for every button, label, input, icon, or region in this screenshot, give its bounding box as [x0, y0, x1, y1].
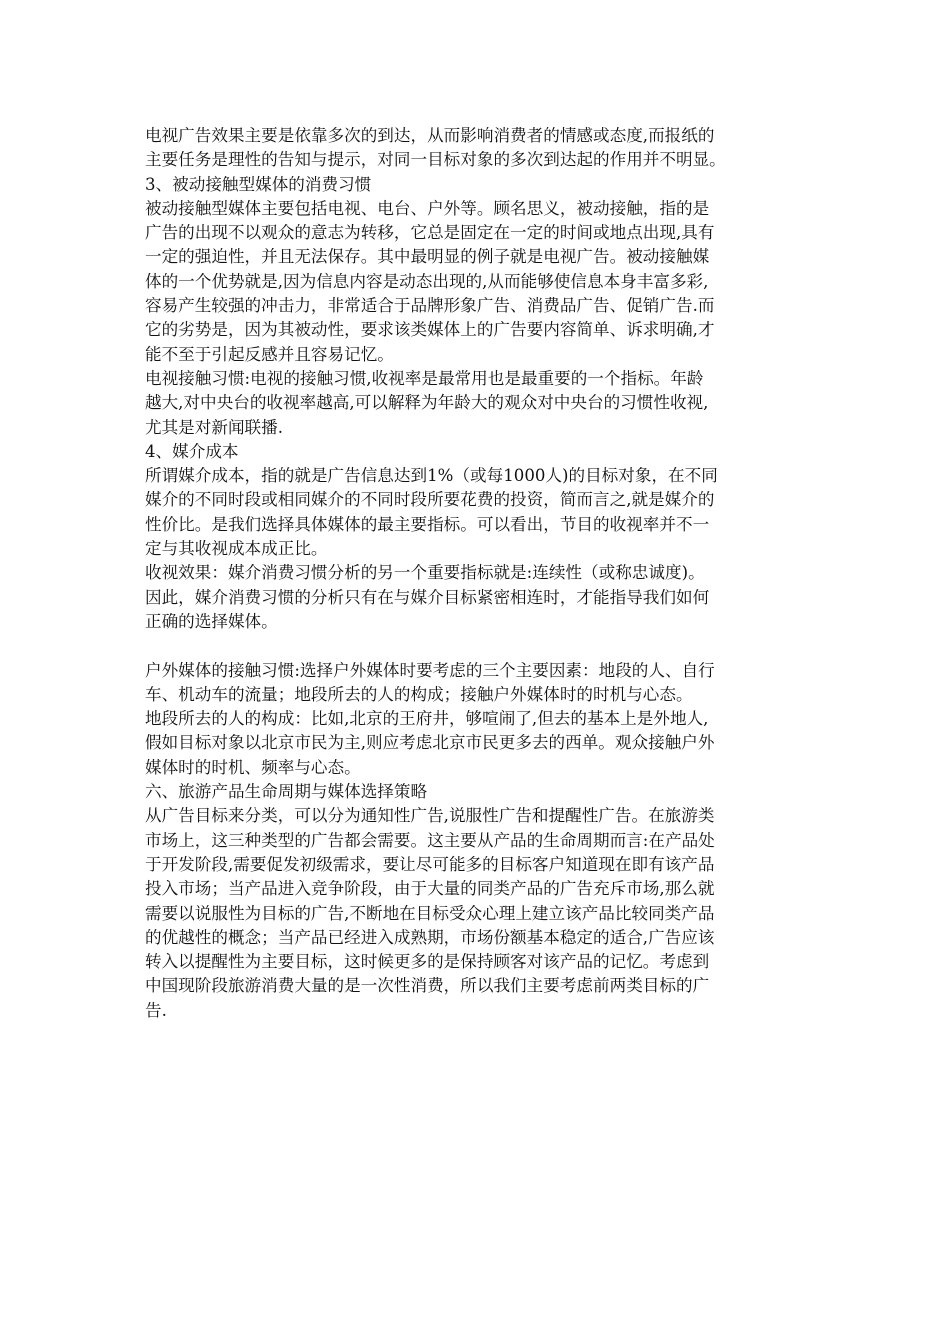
text-line: 市场上，这三种类型的广告都会需要。这主要从产品的生命周期而言:在产品处: [145, 830, 715, 850]
text-line: 媒介的不同时段或相同媒介的不同时段所要花费的投资，简而言之,就是媒介的: [145, 490, 715, 510]
text-line: 车、机动车的流量；地段所去的人的构成；接触户外媒体时的时机与心态。: [145, 684, 693, 704]
text-line: 主要任务是理性的告知与提示，对同一目标对象的多次到达起的作用并不明显。: [145, 150, 726, 170]
text-line: 户外媒体的接触习惯:选择户外媒体时要考虑的三个主要因素：地段的人、自行: [145, 660, 715, 680]
text-line: 正确的选择媒体。: [145, 611, 278, 631]
text-line: 所谓媒介成本，指的就是广告信息达到1%（或每1000人)的目标对象，在不同: [145, 466, 718, 486]
text-line: 收视效果：媒介消费习惯分析的另一个重要指标就是:连续性（或称忠诚度)。: [145, 563, 705, 583]
blank-line: [145, 634, 810, 658]
text-line: 一定的强迫性，并且无法保存。其中最明显的例子就是电视广告。被动接触媒: [145, 247, 710, 267]
text-line: 假如目标对象以北京市民为主,则应考虑北京市民更多去的西单。观众接触户外: [145, 733, 715, 753]
document-body: [145, 124, 810, 1023]
text-line: 性价比。是我们选择具体媒体的最主要指标。可以看出，节目的收视率并不一: [145, 514, 710, 534]
text-line: 投入市场；当产品进入竞争阶段，由于大量的同类产品的广告充斥市场,那么就: [145, 879, 715, 899]
text-line: 需要以说服性为目标的广告,不断地在目标受众心理上建立该产品比较同类产品: [145, 903, 715, 923]
text-line: 于开发阶段,需要促发初级需求，要让尽可能多的目标客户知道现在即有该产品: [145, 854, 715, 874]
text-line: 定与其收视成本成正比。: [145, 539, 328, 559]
text-line: 广告的出现不以观众的意志为转移，它总是固定在一定的时间或地点出现,具有: [145, 223, 715, 243]
text-line: 它的劣势是，因为其被动性，要求该类媒体上的广告要内容简单、诉求明确,才: [145, 320, 715, 340]
text-line: 的优越性的概念；当产品已经进入成熟期，市场份额基本稳定的适合,广告应该: [145, 927, 715, 947]
text-line: 能不至于引起反感并且容易记忆。: [145, 344, 394, 364]
section-heading: 4、媒介成本: [145, 441, 239, 461]
text-line: 地段所去的人的构成：比如,北京的王府井，够喧闹了,但去的基本上是外地人,: [145, 709, 709, 729]
section-heading: 六、旅游产品生命周期与媒体选择策略: [145, 782, 428, 802]
text-line: 电视广告效果主要是依靠多次的到达，从而影响消费者的情感或态度,而报纸的: [145, 126, 715, 145]
text-line: 电视接触习惯:电视的接触习惯,收视率是最常用也是最重要的一个指标。年龄: [145, 368, 704, 388]
text-line: 因此，媒介消费习惯的分析只有在与媒介目标紧密相连时，才能指导我们如何: [145, 587, 710, 607]
text-line: 中国现阶段旅游消费大量的是一次性消费，所以我们主要考虑前两类目标的广: [145, 976, 710, 996]
text-line: 媒体时的时机、频率与心态。: [145, 757, 361, 777]
text-line: 越大,对中央台的收视率越高,可以解释为年龄大的观众对中央台的习惯性收视,: [145, 393, 709, 413]
section-heading: 3、被动接触型媒体的消费习惯: [145, 174, 372, 194]
text-line: 转入以提醒性为主要目标，这时候更多的是保持顾客对该产品的记忆。考虑到: [145, 952, 710, 972]
text-line: 体的一个优势就是,因为信息内容是动态出现的,从而能够使信息本身丰富多彩,: [145, 271, 709, 291]
text-line: 尤其是对新闻联播.: [145, 417, 284, 437]
text-line: 容易产生较强的冲击力，非常适合于品牌形象广告、消费品广告、促销广告.而: [145, 296, 715, 316]
text-line: 被动接触型媒体主要包括电视、电台、户外等。顾名思义，被动接触，指的是: [145, 198, 710, 218]
text-line: 告.: [145, 1000, 167, 1020]
text-line: 从广告目标来分类，可以分为通知性广告,说服性广告和提醒性广告。在旅游类: [145, 806, 715, 826]
